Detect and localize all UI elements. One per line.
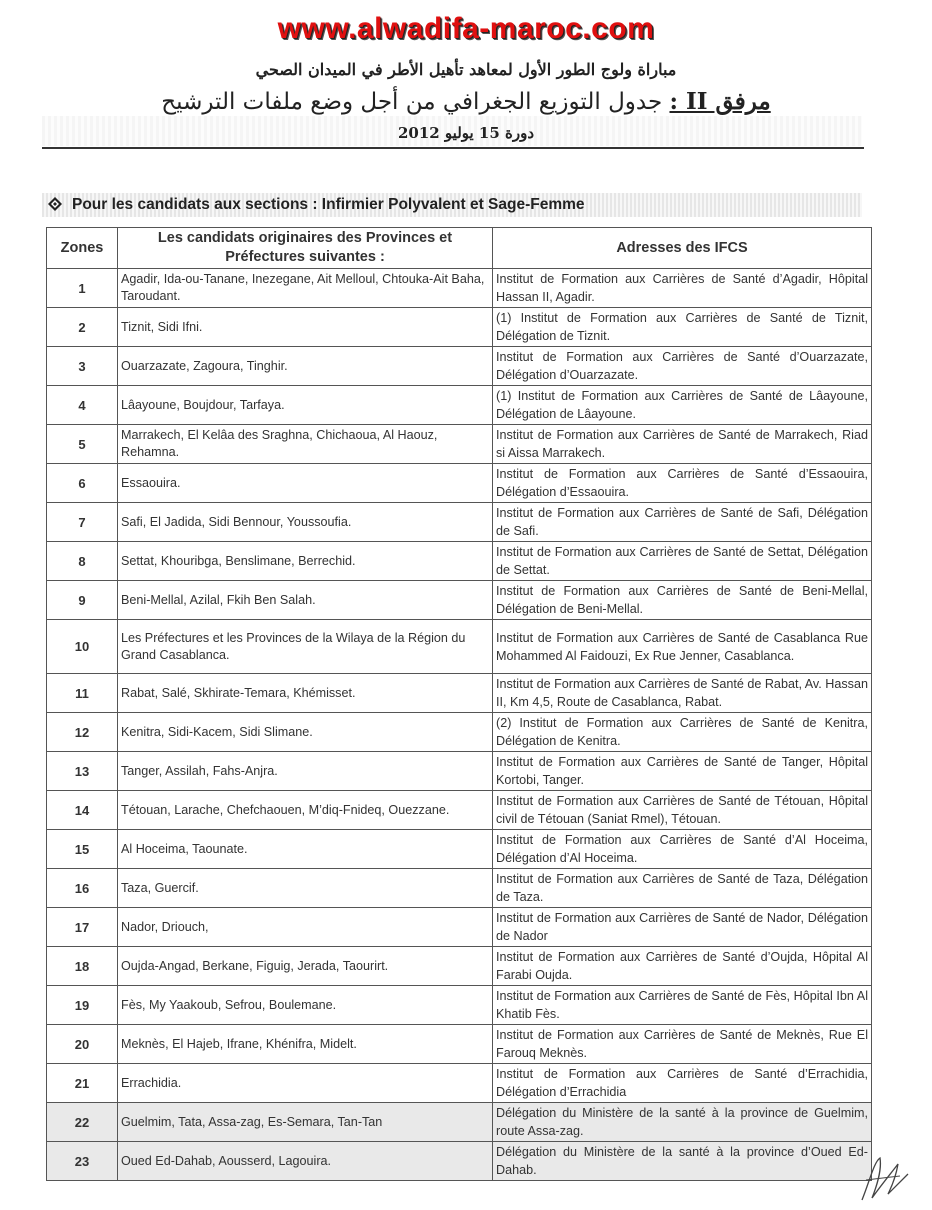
section-title: Pour les candidats aux sections : Infirmier Polyvalent et Sage-Femme [72,196,585,213]
table-row [47,1025,872,1064]
table-row [47,542,872,581]
signature-mark [852,1150,912,1205]
table-row [47,947,872,986]
provinces-cell: Ouarzazate, Zagoura, Tinghir. [118,347,493,386]
provinces-cell: Essaouira. [118,464,493,503]
annex-heading [0,88,932,115]
address-cell: Institut de Formation aux Carrières de Santé de Rabat, Av. Hassan II, Km 4,5, Route de Casablanca, Rabat. [493,674,872,713]
zone-cell: 1 [47,269,118,308]
provinces-cell: Taza, Guercif. [118,869,493,908]
zone-cell: 17 [47,908,118,947]
provinces-cell: Rabat, Salé, Skhirate-Temara, Khémisset. [118,674,493,713]
exam-title: مباراة ولوج الطور الأول لمعاهد تأهيل الأطر في الميدان الصحي [255,60,677,79]
diamond-bullet-icon [48,197,62,211]
provinces-cell: Tétouan, Larache, Chefchaouen, M’diq-Fnideq, Ouezzane. [118,791,493,830]
zone-cell: 20 [47,1025,118,1064]
table-row [47,386,872,425]
address-cell: Délégation du Ministère de la santé à la province de Guelmim, route Assa-zag. [493,1103,872,1142]
annex-label: مرفق II : [669,88,771,115]
address-cell: Institut de Formation aux Carrières de Santé de Safi, Délégation de Safi. [493,503,872,542]
section-heading [42,193,862,217]
zone-cell: 23 [47,1142,118,1181]
table-row [47,674,872,713]
zone-cell: 8 [47,542,118,581]
zone-cell: 9 [47,581,118,620]
table-row [47,581,872,620]
address-cell: Institut de Formation aux Carrières de Santé de Taza, Délégation de Taza. [493,869,872,908]
zone-cell: 19 [47,986,118,1025]
address-cell: Institut de Formation aux Carrières de Santé de Settat, Délégation de Settat. [493,542,872,581]
table-header-row [47,228,872,269]
table-row [47,908,872,947]
provinces-cell: Les Préfectures et les Provinces de la Wilaya de la Région du Grand Casablanca. [118,620,493,674]
address-cell: Institut de Formation aux Carrières de Santé de Beni-Mellal, Délégation de Beni-Mellal. [493,581,872,620]
table-row [47,269,872,308]
header-divider [42,147,864,149]
provinces-cell: Agadir, Ida-ou-Tanane, Inezegane, Ait Melloul, Chtouka-Ait Baha, Taroudant. [118,269,493,308]
provinces-cell: Settat, Khouribga, Benslimane, Berrechid. [118,542,493,581]
zone-cell: 7 [47,503,118,542]
address-cell: (2) Institut de Formation aux Carrières de Santé de Kenitra, Délégation de Kenitra. [493,713,872,752]
address-cell: (1) Institut de Formation aux Carrières de Santé de Lâayoune, Délégation de Lâayoune. [493,386,872,425]
provinces-cell: Errachidia. [118,1064,493,1103]
table-row [47,986,872,1025]
address-cell: Institut de Formation aux Carrières de Santé d’Oujda, Hôpital Al Farabi Oujda. [493,947,872,986]
provinces-cell: Oujda-Angad, Berkane, Figuig, Jerada, Taourirt. [118,947,493,986]
address-cell: Délégation du Ministère de la santé à la province d’Oued Ed-Dahab. [493,1142,872,1181]
provinces-cell: Oued Ed-Dahab, Aousserd, Lagouira. [118,1142,493,1181]
address-cell: Institut de Formation aux Carrières de Santé d’Al Hoceima, Délégation d’Al Hoceima. [493,830,872,869]
zone-cell: 5 [47,425,118,464]
provinces-cell: Kenitra, Sidi-Kacem, Sidi Slimane. [118,713,493,752]
provinces-cell: Al Hoceima, Taounate. [118,830,493,869]
zone-cell: 4 [47,386,118,425]
provinces-cell: Nador, Driouch, [118,908,493,947]
address-cell: Institut de Formation aux Carrières de Santé de Marrakech, Riad si Aissa Marrakech. [493,425,872,464]
zone-cell: 22 [47,1103,118,1142]
zone-cell: 14 [47,791,118,830]
provinces-cell: Meknès, El Hajeb, Ifrane, Khénifra, Midelt. [118,1025,493,1064]
table-row [47,752,872,791]
address-cell: Institut de Formation aux Carrières de Santé d’Essaouira, Délégation d’Essaouira. [493,464,872,503]
zone-cell: 16 [47,869,118,908]
table-row [47,869,872,908]
provinces-cell: Marrakech, El Kelâa des Sraghna, Chichaoua, Al Haouz, Rehamna. [118,425,493,464]
zone-cell: 15 [47,830,118,869]
zone-cell: 18 [47,947,118,986]
header-zones: Zones [47,228,118,269]
header-provinces: Les candidats originaires des Provinces et Préfectures suivantes : [118,228,493,269]
table-row [47,830,872,869]
address-cell: Institut de Formation aux Carrières de Santé de Nador, Délégation de Nador [493,908,872,947]
address-cell: Institut de Formation aux Carrières de Santé d’Agadir, Hôpital Hassan II, Agadir. [493,269,872,308]
address-cell: Institut de Formation aux Carrières de Santé de Casablanca Rue Mohammed Al Faidouzi, Ex Rue Jenner, Casablanca. [493,620,872,674]
header-address: Adresses des IFCS [493,228,872,269]
table-row [47,308,872,347]
table-row [47,791,872,830]
provinces-cell: Lâayoune, Boujdour, Tarfaya. [118,386,493,425]
address-cell: (1) Institut de Formation aux Carrières de Santé de Tiznit, Délégation de Tiznit. [493,308,872,347]
zone-cell: 12 [47,713,118,752]
zone-cell: 6 [47,464,118,503]
provinces-cell: Guelmim, Tata, Assa-zag, Es-Semara, Tan-Tan [118,1103,493,1142]
table-row [47,1142,872,1181]
zone-cell: 11 [47,674,118,713]
provinces-cell: Tiznit, Sidi Ifni. [118,308,493,347]
table-row [47,503,872,542]
zone-cell: 10 [47,620,118,674]
table-row [47,620,872,674]
table-row [47,347,872,386]
zone-cell: 13 [47,752,118,791]
annex-title: جدول التوزيع الجغرافي من أجل وضع ملفات الترشيح [161,89,663,115]
table-row [47,1103,872,1142]
zone-cell: 2 [47,308,118,347]
address-cell: Institut de Formation aux Carrières de Santé de Fès, Hôpital Ibn Al Khatib Fès. [493,986,872,1025]
address-cell: Institut de Formation aux Carrières de Santé d’Errachidia, Délégation d’Errachidia [493,1064,872,1103]
provinces-cell: Safi, El Jadida, Sidi Bennour, Youssoufia. [118,503,493,542]
table-row [47,713,872,752]
table-row [47,1064,872,1103]
address-cell: Institut de Formation aux Carrières de Santé de Tétouan, Hôpital civil de Tétouan (Saniat Rmel), Tétouan. [493,791,872,830]
address-cell: Institut de Formation aux Carrières de Santé d’Ouarzazate, Délégation d’Ouarzazate. [493,347,872,386]
address-cell: Institut de Formation aux Carrières de Santé de Tanger, Hôpital Kortobi, Tanger. [493,752,872,791]
provinces-cell: Fès, My Yaakoub, Sefrou, Boulemane. [118,986,493,1025]
zones-table [46,227,872,1181]
session-date: دورة 15 يوليو 2012 [397,124,535,142]
provinces-cell: Tanger, Assilah, Fahs-Anjra. [118,752,493,791]
table-row [47,425,872,464]
address-cell: Institut de Formation aux Carrières de Santé de Meknès, Rue El Farouq Meknès. [493,1025,872,1064]
zone-cell: 21 [47,1064,118,1103]
website-watermark: www.alwadifa-maroc.com [277,12,655,45]
provinces-cell: Beni-Mellal, Azilal, Fkih Ben Salah. [118,581,493,620]
table-row [47,464,872,503]
zone-cell: 3 [47,347,118,386]
